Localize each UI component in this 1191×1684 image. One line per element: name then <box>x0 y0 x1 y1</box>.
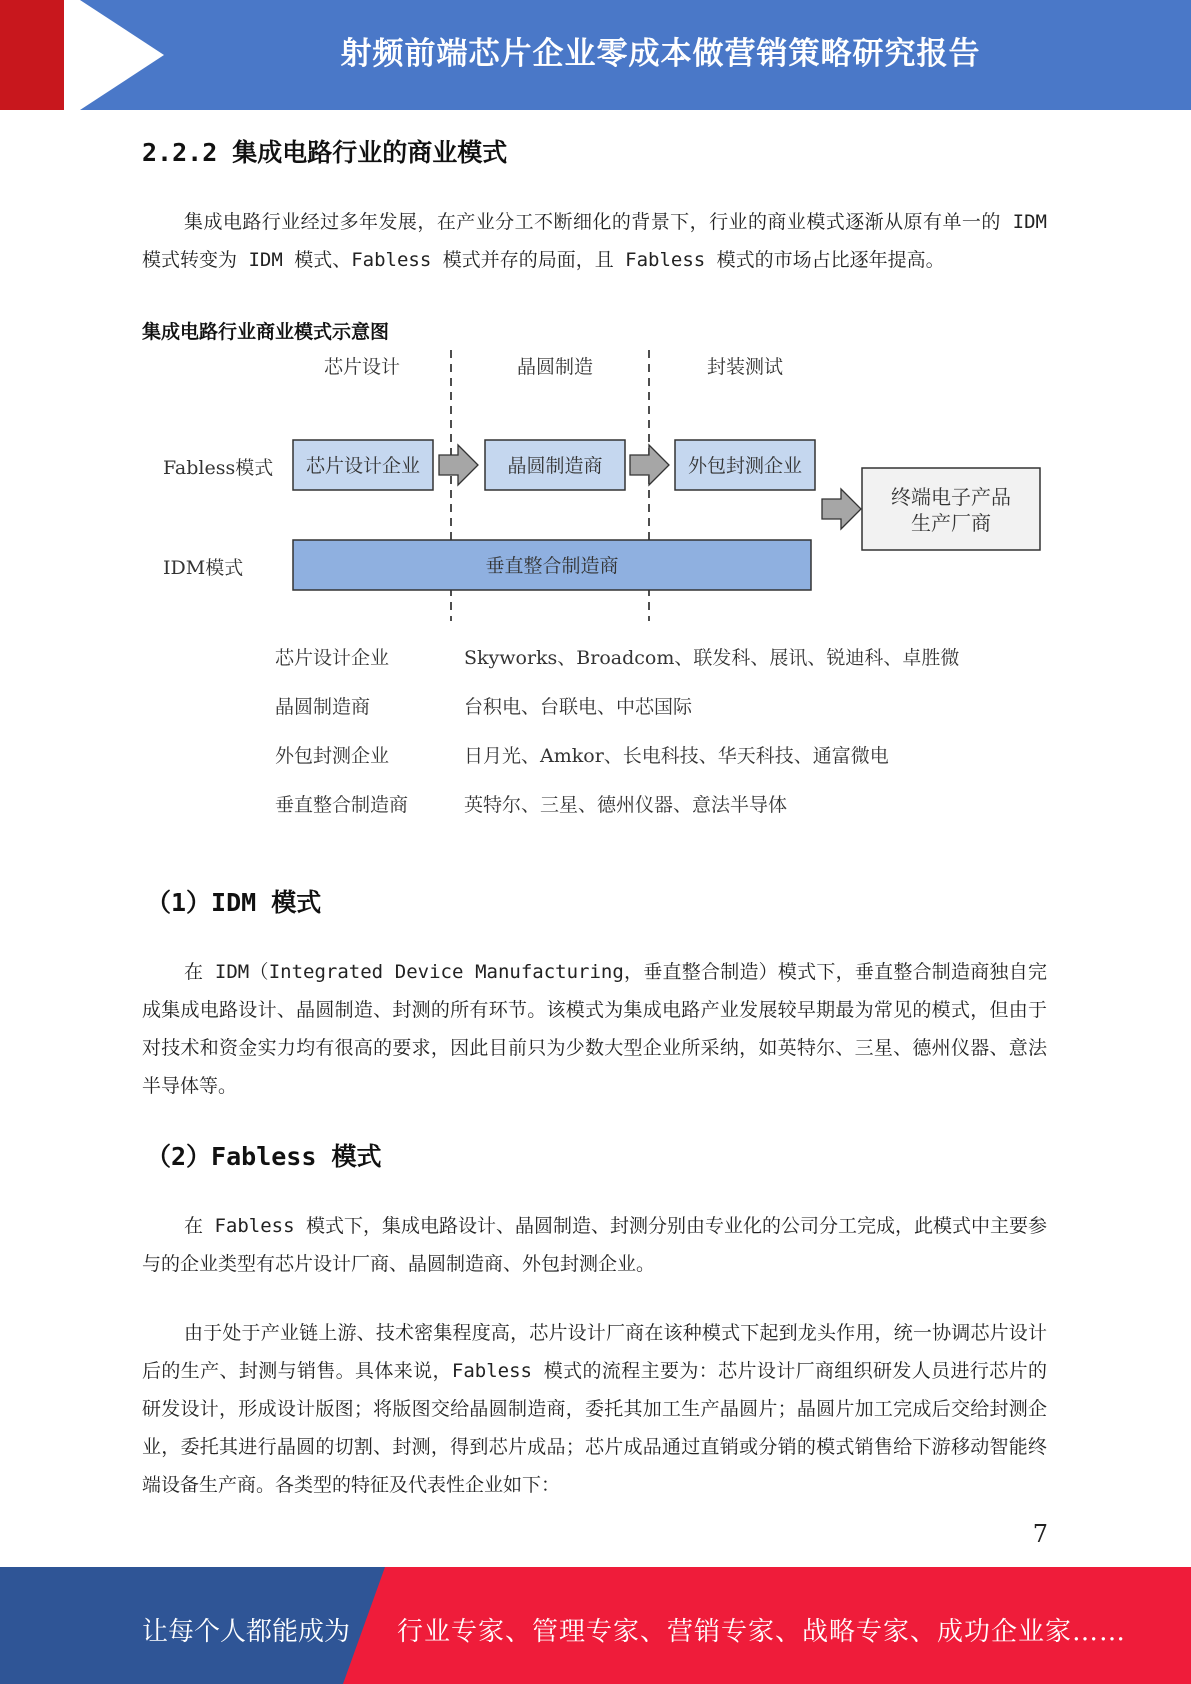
section-heading-fabless: （2）Fabless 模式 <box>146 1142 382 1171</box>
section-heading-business-model: 2.2.2 集成电路行业的商业模式 <box>142 138 508 167</box>
row-role: 垂直整合制造商 <box>275 794 409 816</box>
report-title: 射频前端芯片企业零成本做营销策略研究报告 <box>340 36 981 72</box>
row-label-fabless: Fabless模式 <box>163 457 274 479</box>
box-wafer-manufacturer-label: 晶圆制造商 <box>507 455 603 477</box>
box-end-product-maker-line2: 生产厂商 <box>911 511 991 535</box>
figure-title: 集成电路行业商业模式示意图 <box>142 321 390 343</box>
row-companies: 台积电、台联电、中芯国际 <box>464 696 693 718</box>
box-end-product-maker-line1: 终端电子产品 <box>891 485 1011 509</box>
paragraph-fabless-1: 在 Fabless 模式下，集成电路设计、晶圆制造、封测分别由专业化的公司分工完成，此模式中主要参与的企业类型有芯片设计厂商、晶圆制造商、外包封测企业。 <box>142 1215 1047 1275</box>
row-role: 外包封测企业 <box>275 745 390 767</box>
row-companies: 日月光、Amkor、长电科技、华天科技、通富微电 <box>464 745 889 767</box>
representative-companies-table <box>275 643 959 839</box>
flow-arrow-3 <box>822 489 861 529</box>
flow-arrow-2 <box>630 445 669 485</box>
table-row <box>275 692 959 741</box>
page-number: 7 <box>1032 1520 1048 1548</box>
table-row <box>275 741 959 790</box>
row-companies: Skyworks、Broadcom、联发科、展讯、锐迪科、卓胜微 <box>464 647 960 669</box>
table-row <box>275 790 959 839</box>
section-heading-idm: （1）IDM 模式 <box>146 888 322 917</box>
box-chip-design-company-label: 芯片设计企业 <box>305 455 421 477</box>
flow-arrow-1 <box>439 445 478 485</box>
paragraph-fabless-2: 由于处于产业链上游、技术密集程度高，芯片设计厂商在该种模式下起到龙头作用，统一协调芯片设计后的生产、封测与销售。具体来说，Fabless 模式的流程主要为：芯片设计厂商组织研发人员进行芯片的研发设计，形成设计版图；将版图交给晶圆制造商，委托其加工生产晶圆片；晶圆片加工完成后交给封测企业，委托其进行晶圆的切割、封测，得到芯片成品；芯片成品通过直销或分销的模式销售给下游移动智能终端设备生产商。各类型的特征及代表性企业如下： <box>142 1322 1047 1496</box>
box-vertical-integration-label: 垂直整合制造商 <box>485 555 619 577</box>
footer-slogan-left: 让每个人都能成为 <box>142 1617 351 1647</box>
table-row <box>275 643 959 692</box>
business-model-diagram <box>0 0 1191 640</box>
row-role: 晶圆制造商 <box>275 696 371 718</box>
page-footer <box>0 1567 1191 1684</box>
row-companies: 英特尔、三星、德州仪器、意法半导体 <box>464 794 788 816</box>
stage-label-packaging: 封装测试 <box>706 356 784 378</box>
box-end-product-maker <box>862 468 1040 550</box>
row-role: 芯片设计企业 <box>275 647 390 669</box>
stage-label-design: 芯片设计 <box>323 356 401 378</box>
paragraph-idm: 在 IDM（Integrated Device Manufacturing，垂直整合制造）模式下，垂直整合制造商独自完成集成电路设计、晶圆制造、封测的所有环节。该模式为集成电路产业发展较早期最为常见的模式，但由于对技术和资金实力均有很高的要求，因此目前只为少数大型企业所采纳，如英特尔、三星、德州仪器、意法半导体等。 <box>142 961 1047 1097</box>
footer-slogan-right: 行业专家、管理专家、营销专家、战略专家、成功企业家…… <box>397 1617 1127 1647</box>
row-label-idm: IDM模式 <box>163 557 244 579</box>
stage-label-wafer: 晶圆制造 <box>516 356 594 378</box>
box-outsourced-packaging-label: 外包封测企业 <box>687 455 803 477</box>
paragraph-business-model: 集成电路行业经过多年发展，在产业分工不断细化的背景下，行业的商业模式逐渐从原有单一的 IDM 模式转变为 IDM 模式、Fabless 模式并存的局面，且 Fabless 模式的市场占比逐年提高。 <box>142 211 1047 271</box>
